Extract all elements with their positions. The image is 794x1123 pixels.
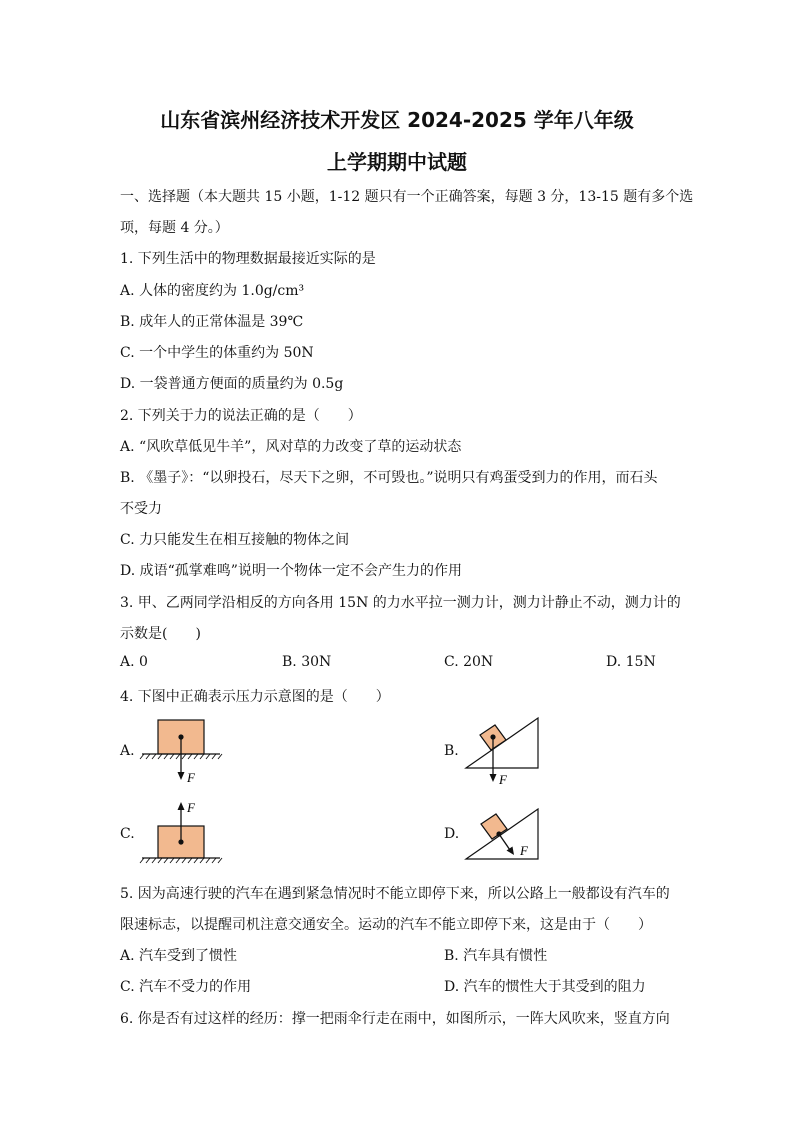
q3-stem: 3. 甲、乙两同学沿相反的方向各用 15N 的力水平拉一测力计，测力计静止不动，测力计的 xyxy=(120,595,681,611)
force-label: F xyxy=(187,770,195,785)
q3-option-d: D. 15N xyxy=(606,654,656,670)
q5-stem: 5. 因为高速行驶的汽车在遇到紧急情况时不能立即停下来，所以公路上一般都设有汽车的 xyxy=(120,886,670,902)
q4-figure-c xyxy=(138,800,228,870)
exam-title-line2: 上学期期中试题 xyxy=(327,150,467,174)
q1-option-b: B. 成年人的正常体温是 39℃ xyxy=(120,314,304,330)
force-label: F xyxy=(187,800,195,815)
force-arrow xyxy=(499,834,510,850)
q4-figure-d xyxy=(462,803,557,865)
q2-option-b-cont: 不受力 xyxy=(120,501,162,517)
q1-option-a: A. 人体的密度约为 1.0g/cm³ xyxy=(120,283,305,299)
q2-option-d: D. 成语“孤掌难鸣”说明一个物体一定不会产生力的作用 xyxy=(120,563,462,579)
q4-figure-a xyxy=(138,712,228,787)
arrow-head xyxy=(178,772,185,780)
q2-option-b: B. 《墨子》：“以卵投石，尽天下之卵，不可毁也。”说明只有鸡蛋受到力的作用，而石头 xyxy=(120,470,658,486)
q4-label-b: B. xyxy=(444,743,459,759)
q1-option-d: D. 一袋普通方便面的质量约为 0.5g xyxy=(120,376,344,392)
q3-option-a: A. 0 xyxy=(120,654,148,670)
q3-option-c: C. 20N xyxy=(444,654,494,670)
q5-stem-cont: 限速标志，以提醒司机注意交通安全。运动的汽车不能立即停下来，这是由于（ ） xyxy=(120,917,652,933)
ground-hatch xyxy=(140,858,222,863)
q5-option-c: C. 汽车不受力的作用 xyxy=(120,979,252,995)
exam-title-line1: 山东省滨州经济技术开发区 2024-2025 学年八年级 xyxy=(160,108,634,132)
force-label: F xyxy=(520,843,528,858)
arrow-head xyxy=(490,774,497,782)
q4-stem: 4. 下图中正确表示压力示意图的是（ ） xyxy=(120,689,390,705)
q2-option-c: C. 力只能发生在相互接触的物体之间 xyxy=(120,532,350,548)
q3-option-b: B. 30N xyxy=(282,654,332,670)
q4-label-a: A. xyxy=(120,743,135,759)
q1-stem: 1. 下列生活中的物理数据最接近实际的是 xyxy=(120,251,376,267)
q2-option-a: A. “风吹草低见牛羊”，风对草的力改变了草的运动状态 xyxy=(120,439,462,455)
q5-option-a: A. 汽车受到了惯性 xyxy=(120,948,238,964)
q5-option-b: B. 汽车具有惯性 xyxy=(444,948,548,964)
q4-label-d: D. xyxy=(444,826,460,842)
q5-option-d: D. 汽车的惯性大于其受到的阻力 xyxy=(444,979,646,995)
q1-option-c: C. 一个中学生的体重约为 50N xyxy=(120,345,314,361)
q4-figure-b xyxy=(462,712,552,792)
block xyxy=(481,814,507,839)
section-heading: 一、选择题（本大题共 15 小题，1-12 题只有一个正确答案，每题 3 分，13-15 题有多个选 xyxy=(120,189,694,205)
section-heading-cont: 项，每题 4 分。） xyxy=(120,220,229,236)
q4-label-c: C. xyxy=(120,826,135,842)
q2-stem: 2. 下列关于力的说法正确的是（ ） xyxy=(120,408,362,424)
q3-stem-cont: 示数是( ) xyxy=(120,626,201,642)
arrow-head xyxy=(507,847,515,856)
q6-stem: 6. 你是否有过这样的经历：撑一把雨伞行走在雨中，如图所示，一阵大风吹来，竖直方向 xyxy=(120,1011,670,1027)
arrow-head xyxy=(178,802,185,810)
force-label: F xyxy=(499,772,507,787)
